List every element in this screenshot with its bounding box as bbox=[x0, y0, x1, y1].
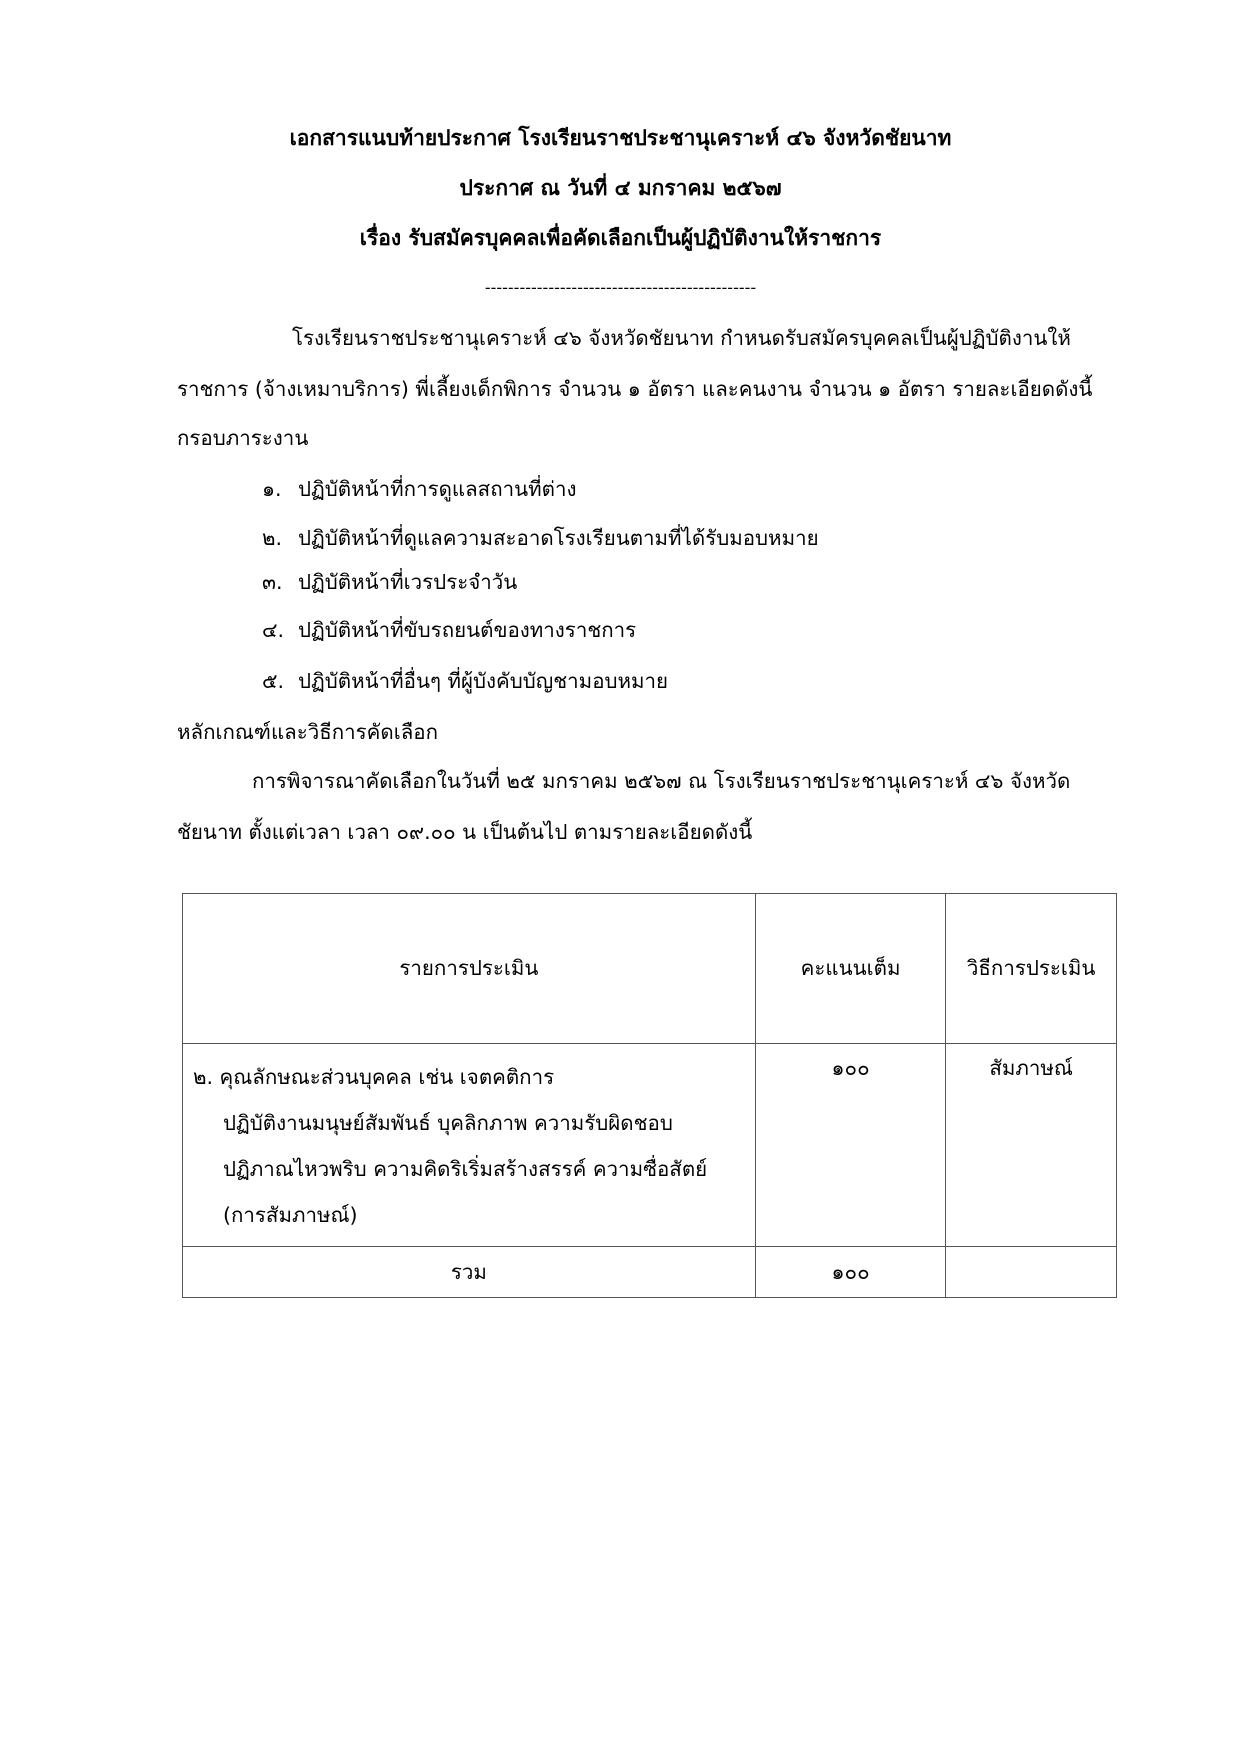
intro-paragraph-line-1: โรงเรียนราชประชานุเคราะห์ ๔๖ จังหวัดชัยนาท กำหนดรับสมัครบุคคลเป็นผู้ปฏิบัติงานให้ bbox=[292, 326, 1071, 350]
total-method bbox=[946, 1247, 1117, 1298]
item-description bbox=[183, 1044, 755, 1238]
evaluation-table bbox=[182, 893, 1117, 1298]
duty-number: ๒. bbox=[262, 526, 283, 550]
header-method: วิธีการประเมิน bbox=[946, 894, 1117, 1044]
document-title: เอกสารแนบท้ายประกาศ โรงเรียนราชประชานุเคราะห์ ๔๖ จังหวัดชัยนาท bbox=[289, 126, 952, 150]
duty-item bbox=[262, 616, 636, 644]
table-header-row bbox=[183, 894, 1117, 1044]
duty-text: ปฏิบัติหน้าที่เวรประจำวัน bbox=[298, 570, 518, 594]
total-full-score: ๑๐๐ bbox=[755, 1247, 946, 1298]
scope-heading: กรอบภาระงาน bbox=[177, 426, 309, 450]
selection-paragraph-line-1: การพิจารณาคัดเลือกในวันที่ ๒๕ มกราคม ๒๕๖๗ ณ โรงเรียนราชประชานุเคราะห์ ๔๖ จังหวัด bbox=[252, 769, 1071, 793]
duty-text: ปฏิบัติหน้าที่การดูแลสถานที่ต่าง bbox=[298, 477, 577, 501]
table-row bbox=[183, 1044, 1117, 1247]
item-line: ปฏิบัติงานมนุษย์สัมพันธ์ บุคลิกภาพ ความรับผิดชอบ bbox=[223, 1111, 673, 1135]
item-line: ๒. คุณลักษณะส่วนบุคคล เช่น เจตคติการ bbox=[193, 1065, 555, 1089]
method-cell: สัมภาษณ์ bbox=[946, 1044, 1117, 1247]
item-cell bbox=[183, 1044, 756, 1247]
duty-number: ๔. bbox=[262, 618, 285, 642]
duty-number: ๓. bbox=[262, 570, 283, 594]
duty-text: ปฏิบัติหน้าที่ดูแลความสะอาดโรงเรียนตามที่ได้รับมอบหมาย bbox=[298, 526, 819, 550]
header-full-score: คะแนนเต็ม bbox=[755, 894, 946, 1044]
item-line: ปฏิภาณไหวพริบ ความคิดริเริ่มสร้างสรรค์ ความซื่อสัตย์ bbox=[223, 1157, 708, 1181]
intro-paragraph-line-2: ราชการ (จ้างเหมาบริการ) พี่เลี้ยงเด็กพิการ จำนวน ๑ อัตรา และคนงาน จำนวน ๑ อัตรา รายละเอียดดังนี้ bbox=[177, 377, 1093, 401]
duty-item bbox=[262, 524, 819, 552]
announcement-date: ประกาศ ณ วันที่ ๔ มกราคม ๒๕๖๗ bbox=[459, 176, 782, 200]
divider-line: ----------------------------------------------- bbox=[484, 278, 757, 297]
duty-number: ๑. bbox=[262, 477, 282, 501]
table-total-row bbox=[183, 1247, 1117, 1298]
total-label: รวม bbox=[183, 1247, 756, 1298]
duty-number: ๕. bbox=[262, 669, 285, 693]
item-line: (การสัมภาษณ์) bbox=[223, 1203, 358, 1227]
header-item: รายการประเมิน bbox=[183, 894, 756, 1044]
duty-item bbox=[262, 667, 668, 695]
criteria-heading: หลักเกณฑ์และวิธีการคัดเลือก bbox=[177, 720, 439, 744]
duty-text: ปฏิบัติหน้าที่ขับรถยนต์ของทางราชการ bbox=[298, 618, 637, 642]
full-score-cell: ๑๐๐ bbox=[755, 1044, 946, 1247]
duty-text: ปฏิบัติหน้าที่อื่นๆ ที่ผู้บังคับบัญชามอบหมาย bbox=[298, 669, 669, 693]
duty-item bbox=[262, 475, 576, 503]
duty-item bbox=[262, 568, 517, 596]
announcement-subject: เรื่อง รับสมัครบุคคลเพื่อคัดเลือกเป็นผู้ปฏิบัติงานให้ราชการ bbox=[359, 226, 882, 250]
selection-paragraph-line-2: ชัยนาท ตั้งแต่เวลา เวลา ๐๙.๐๐ น เป็นต้นไป ตามรายละเอียดดังนี้ bbox=[177, 820, 753, 844]
